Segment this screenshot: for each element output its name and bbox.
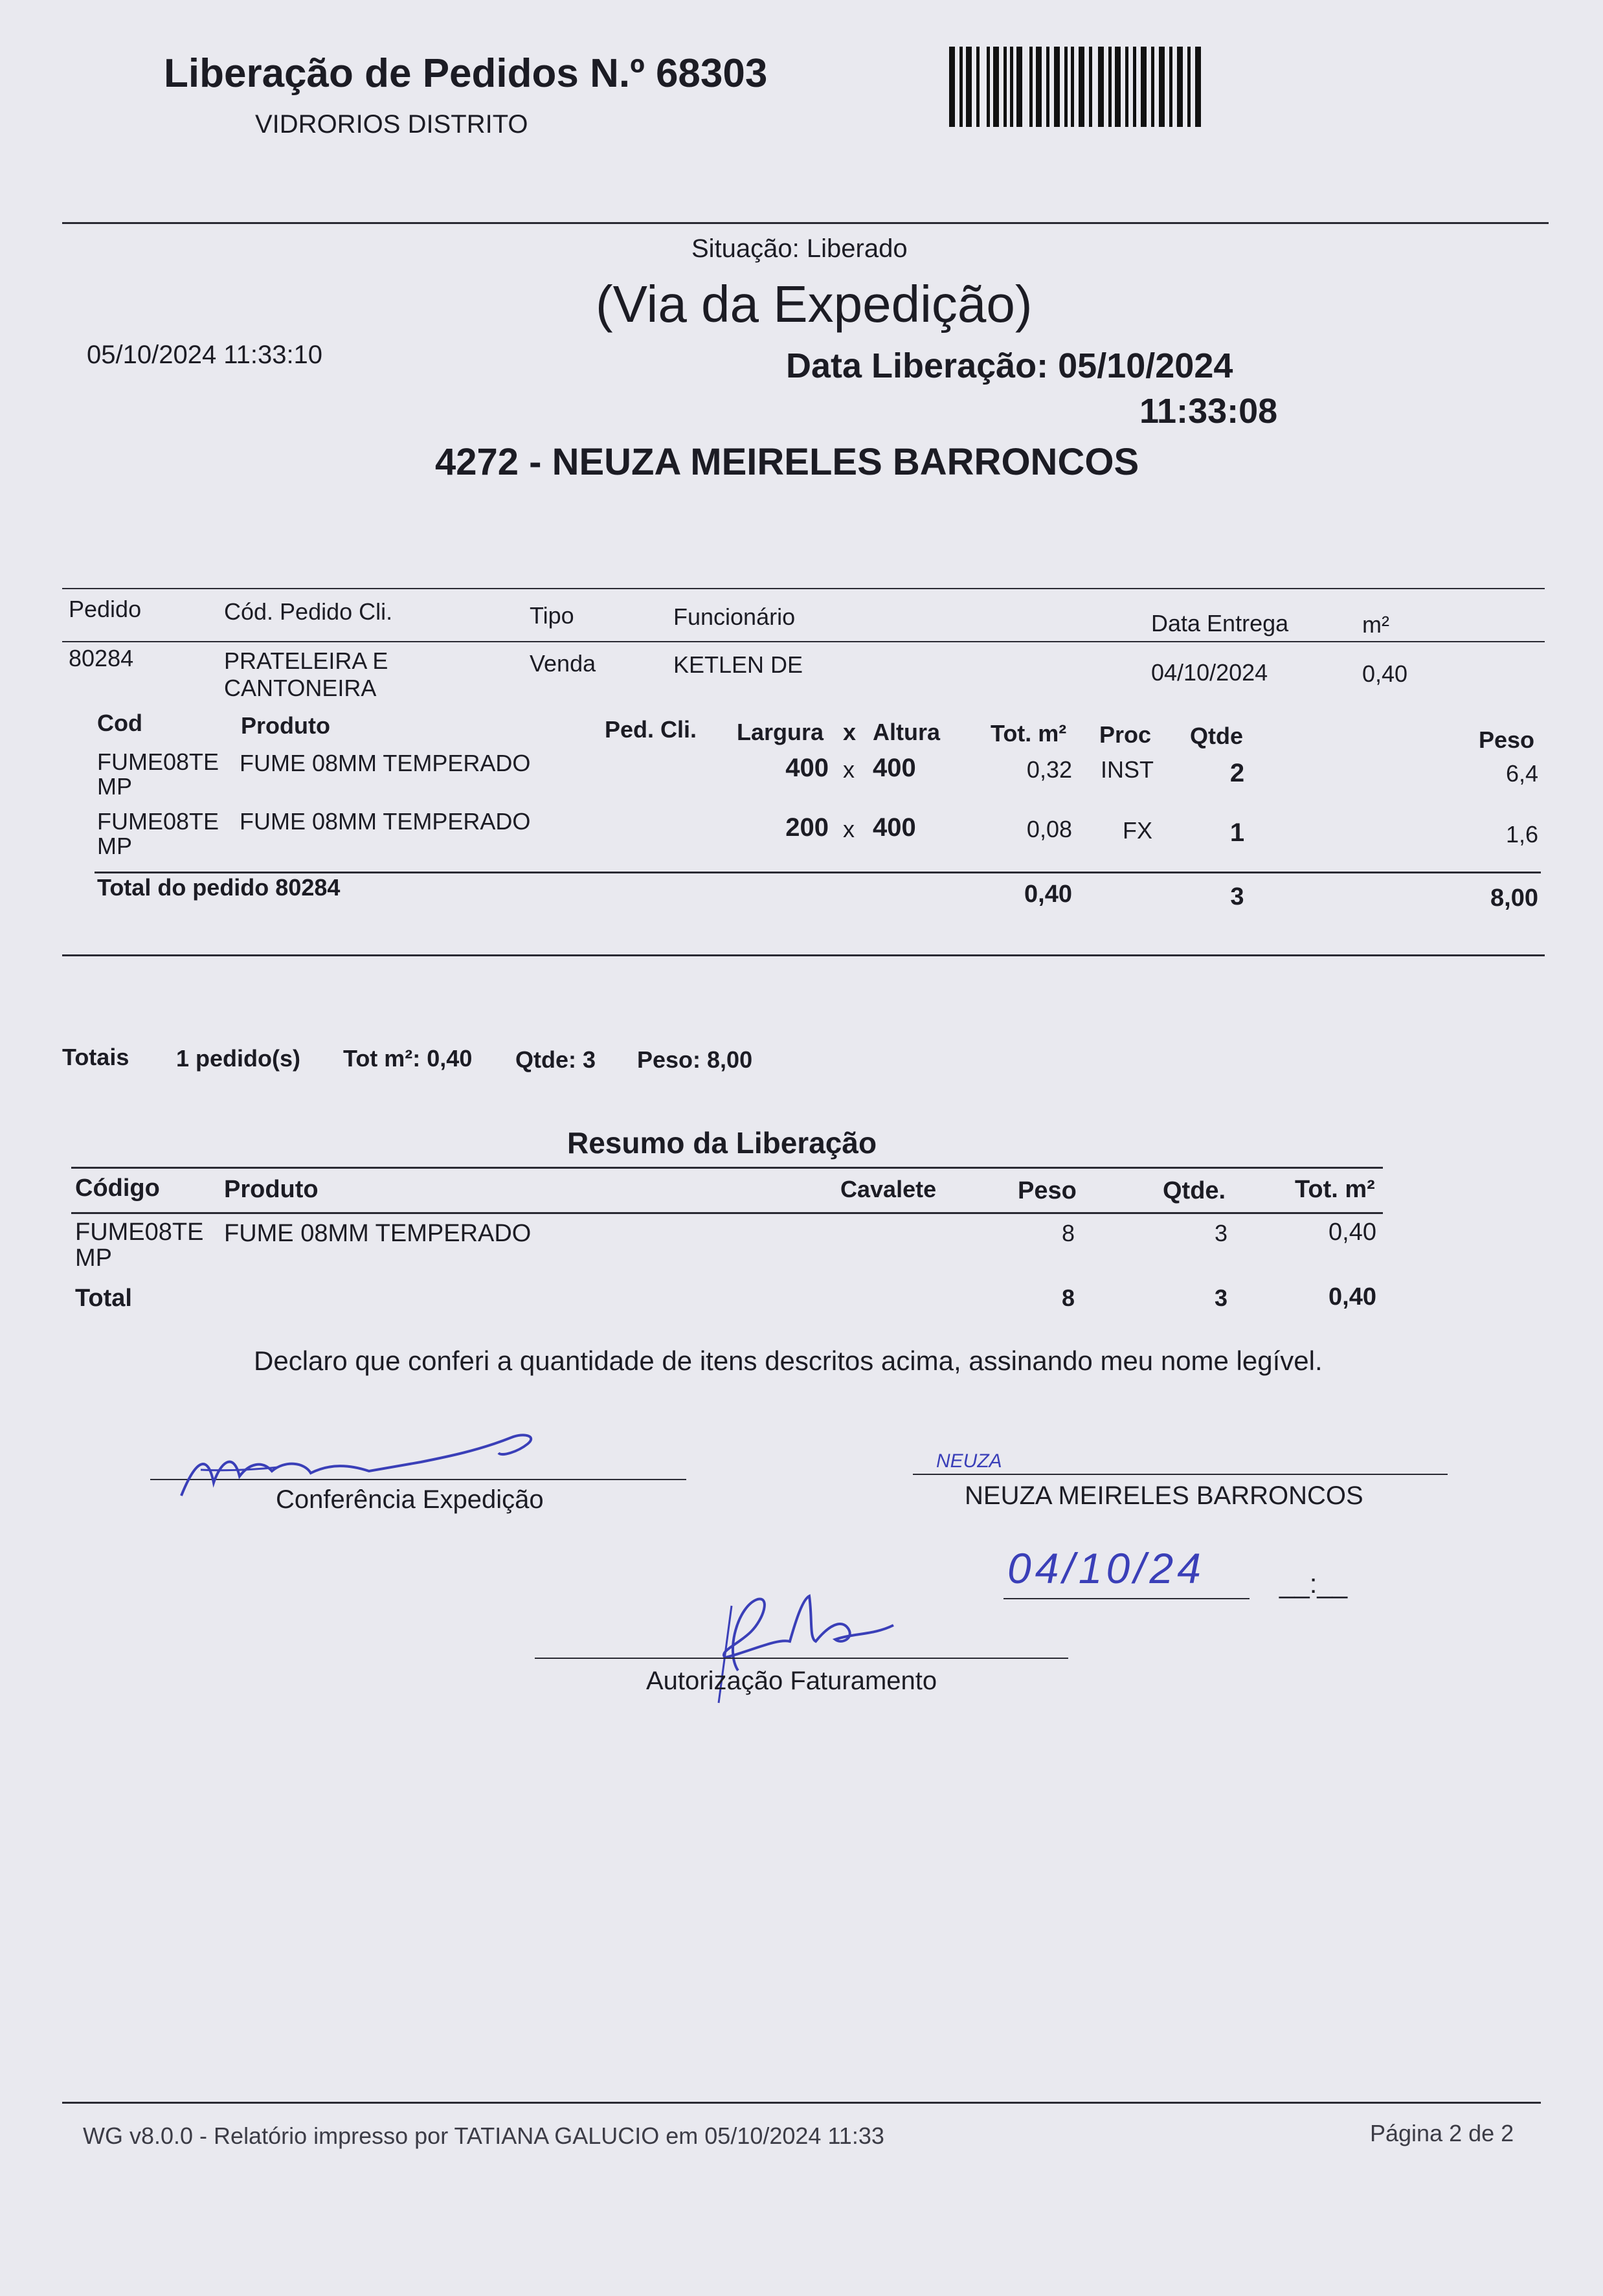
client-name: 4272 - NEUZA MEIRELES BARRONCOS bbox=[435, 441, 1139, 483]
item-proc: FX bbox=[1123, 817, 1153, 844]
resumo-total-peso: 8 bbox=[1061, 1285, 1075, 1311]
order-m2: 0,40 bbox=[1362, 660, 1408, 687]
totais-pedidos: 1 pedido(s) bbox=[176, 1045, 301, 1072]
footer-page-number: Página 2 de 2 bbox=[1370, 2120, 1514, 2146]
resumo-col-peso: Peso bbox=[1018, 1177, 1077, 1204]
resumo-total-qtde: 3 bbox=[1214, 1285, 1227, 1311]
col-pedido: Pedido bbox=[69, 596, 142, 622]
resumo-qtde: 3 bbox=[1214, 1220, 1227, 1246]
order-table-header-line bbox=[62, 641, 1545, 642]
client-signature-line bbox=[913, 1474, 1448, 1475]
items-col-tot-m2: Tot. m² bbox=[991, 720, 1067, 747]
item-proc: INST bbox=[1101, 756, 1154, 783]
item-cod-line2: MP bbox=[97, 833, 132, 859]
order-bottom-line bbox=[62, 954, 1545, 956]
items-col-cod: Cod bbox=[97, 710, 142, 736]
item-x: x bbox=[843, 816, 855, 842]
resumo-total-m2: 0,40 bbox=[1328, 1283, 1376, 1311]
time-blank: __:__ bbox=[1279, 1568, 1348, 1599]
items-col-produto: Produto bbox=[241, 712, 330, 739]
client-name-label: NEUZA MEIRELES BARRONCOS bbox=[965, 1481, 1363, 1510]
col-data-entrega: Data Entrega bbox=[1151, 610, 1289, 636]
declaration-text: Declaro que conferi a quantidade de itens descritos acima, assinando meu nome legível. bbox=[254, 1345, 1323, 1376]
autorizacao-label: Autorização Faturamento bbox=[646, 1667, 937, 1695]
item-cod-line1: FUME08TE bbox=[97, 748, 219, 775]
order-data-entrega: 04/10/2024 bbox=[1151, 659, 1268, 686]
autorizacao-signature-line bbox=[535, 1658, 1068, 1659]
date-line bbox=[1003, 1598, 1250, 1599]
col-tipo: Tipo bbox=[530, 602, 574, 629]
hora-liberacao: 11:33:08 bbox=[1139, 392, 1278, 431]
conferencia-label: Conferência Expedição bbox=[276, 1485, 544, 1514]
footer-line bbox=[62, 2102, 1541, 2104]
resumo-peso: 8 bbox=[1061, 1220, 1075, 1246]
item-largura: 200 bbox=[785, 813, 829, 842]
items-col-largura: Largura bbox=[737, 719, 824, 745]
items-col-qtde: Qtde bbox=[1190, 723, 1244, 749]
company-name: VIDRORIOS DISTRITO bbox=[255, 110, 528, 139]
item-produto: FUME 08MM TEMPERADO bbox=[240, 808, 531, 835]
item-cod-line1: FUME08TE bbox=[97, 808, 219, 835]
totais-label: Totais bbox=[62, 1044, 129, 1070]
col-funcionario: Funcionário bbox=[673, 603, 796, 630]
item-produto: FUME 08MM TEMPERADO bbox=[240, 750, 531, 776]
data-liberacao: Data Liberação: 05/10/2024 bbox=[786, 346, 1233, 385]
item-tot-m2: 0,32 bbox=[1026, 756, 1072, 783]
totais-qtde: Qtde: 3 bbox=[515, 1046, 596, 1073]
items-col-proc: Proc bbox=[1099, 721, 1152, 748]
order-cod-line1: PRATELEIRA E bbox=[224, 647, 388, 674]
totais-m2: Tot m²: 0,40 bbox=[343, 1045, 473, 1072]
item-qtde: 2 bbox=[1229, 759, 1245, 787]
items-col-peso: Peso bbox=[1479, 726, 1535, 753]
resumo-total-label: Total bbox=[75, 1285, 132, 1312]
item-peso: 6,4 bbox=[1505, 760, 1538, 787]
document-title: Liberação de Pedidos N.º 68303 bbox=[164, 51, 768, 96]
status-text: Situação: Liberado bbox=[691, 234, 908, 263]
item-qtde: 1 bbox=[1229, 818, 1245, 847]
printed-timestamp: 05/10/2024 11:33:10 bbox=[87, 341, 323, 369]
resumo-col-codigo: Código bbox=[75, 1175, 160, 1202]
header-divider bbox=[62, 222, 1549, 224]
items-total-m2: 0,40 bbox=[1024, 881, 1072, 908]
totais-peso: Peso: 8,00 bbox=[637, 1046, 753, 1073]
resumo-codigo-line1: FUME08TE bbox=[75, 1219, 204, 1246]
footer-printed-by: WG v8.0.0 - Relatório impresso por TATIANA GALUCIO em 05/10/2024 11:33 bbox=[83, 2122, 884, 2149]
resumo-tot-m2: 0,40 bbox=[1328, 1219, 1376, 1246]
item-cod-line2: MP bbox=[97, 773, 132, 800]
item-peso: 1,6 bbox=[1505, 821, 1538, 848]
items-col-ped-cli: Ped. Cli. bbox=[605, 716, 697, 743]
resumo-col-produto: Produto bbox=[224, 1176, 319, 1203]
barcode bbox=[949, 47, 1208, 127]
item-altura: 400 bbox=[873, 813, 916, 842]
item-largura: 400 bbox=[785, 754, 829, 782]
items-total-qtde: 3 bbox=[1230, 883, 1244, 910]
via-title: (Via da Expedição) bbox=[596, 275, 1033, 333]
item-x: x bbox=[843, 756, 855, 783]
item-altura: 400 bbox=[873, 754, 916, 782]
resumo-header-line bbox=[71, 1212, 1383, 1214]
resumo-produto: FUME 08MM TEMPERADO bbox=[224, 1220, 532, 1247]
order-funcionario: KETLEN DE bbox=[673, 651, 803, 678]
resumo-top-line bbox=[71, 1167, 1383, 1169]
resumo-col-cavalete: Cavalete bbox=[840, 1176, 937, 1202]
order-table-top-line bbox=[62, 588, 1545, 589]
col-m2: m² bbox=[1362, 611, 1389, 638]
resumo-codigo-line2: MP bbox=[75, 1244, 112, 1272]
order-tipo: Venda bbox=[530, 650, 596, 677]
items-total-peso: 8,00 bbox=[1490, 884, 1538, 912]
items-col-x: x bbox=[843, 719, 857, 745]
resumo-title: Resumo da Liberação bbox=[567, 1126, 877, 1160]
resumo-col-qtde: Qtde. bbox=[1163, 1177, 1226, 1204]
resumo-col-tot-m2: Tot. m² bbox=[1295, 1176, 1375, 1203]
handwritten-date: 04/10/24 bbox=[1007, 1544, 1205, 1592]
client-handwritten-name: NEUZA bbox=[936, 1450, 1002, 1472]
items-total-line bbox=[95, 872, 1541, 873]
order-pedido: 80284 bbox=[69, 645, 134, 671]
item-tot-m2: 0,08 bbox=[1026, 816, 1072, 842]
items-col-altura: Altura bbox=[873, 719, 941, 745]
col-cod-pedido-cli: Cód. Pedido Cli. bbox=[224, 598, 393, 625]
items-total-label: Total do pedido 80284 bbox=[97, 874, 341, 901]
order-cod-line2: CANTONEIRA bbox=[224, 675, 377, 701]
